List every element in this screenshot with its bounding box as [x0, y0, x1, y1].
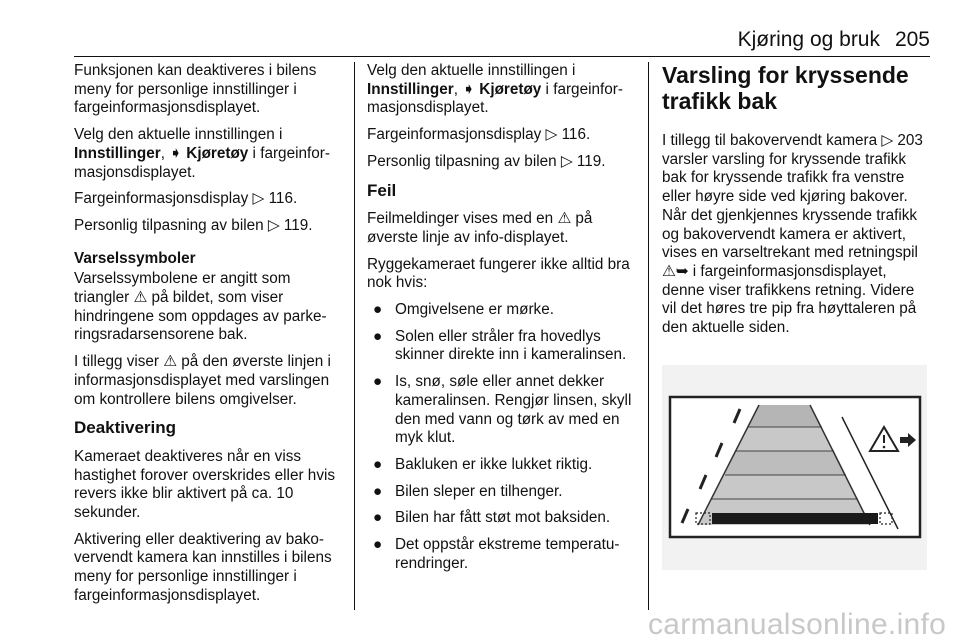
bullet-icon: ●	[373, 301, 383, 319]
list-item-text: Det oppstår ekstreme temperaturendringer.	[395, 536, 620, 572]
list-item	[367, 509, 637, 528]
text: i fargeinformasjonsdisplayet, denne viser trafikkens retning. Videre vil det høres tre pip fra høyttaleren på den aktuelle siden.	[662, 262, 917, 337]
text: Fargeinformasjonsdisplay	[367, 126, 542, 144]
page-ref-icon: ▷	[545, 126, 558, 144]
page-number: 205	[894, 28, 930, 51]
column-divider	[648, 62, 649, 610]
paragraph: Velg den aktuelle innstillingen i Innstillinger, ➧ Kjøretøy i fargeinformasjonsdisplayet.	[367, 62, 623, 117]
list-item-text: Bilen sleper en tilhenger.	[395, 482, 563, 500]
page-ref-icon: ▷	[252, 190, 265, 208]
camera-display-graphic	[662, 365, 927, 570]
column-divider	[354, 62, 355, 610]
page-ref: 116.	[561, 126, 591, 144]
text: i fargeinformasjonsdisplayet.	[74, 144, 330, 181]
text: Feilmeldinger vises med en	[367, 210, 554, 228]
paragraph	[662, 132, 932, 338]
list-item	[367, 301, 637, 320]
page-ref-icon: ▷	[560, 152, 573, 170]
paragraph: Ryggekameraet fungerer ikke alltid bra nok hvis:	[367, 255, 630, 292]
bullet-list	[367, 301, 637, 573]
text: I tillegg til bakovervendt kamera	[662, 132, 878, 149]
paragraph: Velg den aktuelle innstillingen i Innstillinger, ➧ Kjøretøy i fargeinformasjonsdisplayet.	[74, 126, 330, 181]
page-ref: 119.	[283, 216, 313, 234]
bullet-icon: ●	[373, 482, 383, 500]
list-item-text: Bilen har fått støt mot baksiden.	[395, 509, 611, 527]
text: på den øverste linjen i informasjonsdisplayet med varslingen om kontrollere bilens omgivelser.	[74, 353, 331, 408]
column-1	[74, 62, 344, 614]
paragraph	[367, 153, 637, 172]
list-item	[367, 328, 637, 365]
paragraph: Kameraet deaktiveres når en viss hastighet forover overskrides eller hvis revers ikke blir aktivert på ca. 10 sekunder.	[74, 447, 336, 522]
text: Velg den aktuelle innstillingen i	[367, 62, 576, 79]
text: i fargeinformasjonsdisplayet.	[367, 80, 623, 117]
section-heading: Feil	[367, 180, 397, 200]
list-item-text: Bakluken er ikke lukket riktig.	[395, 455, 593, 473]
text: på øverste linje av info-displayet.	[367, 210, 593, 246]
paragraph: Funksjonen kan deaktiveres i bilens meny for personlige innstillinger i fargeinformasjonsdisplayet.	[74, 62, 317, 117]
menu-path-vehicle: Kjøretøy	[186, 144, 249, 162]
paragraph	[74, 217, 344, 236]
menu-path-vehicle: Kjøretøy	[479, 80, 542, 98]
list-item	[367, 456, 637, 475]
subheading: Varselssymboler	[74, 249, 196, 267]
bullet-icon: ●	[373, 536, 383, 554]
paragraph	[74, 270, 344, 345]
list-item-text: Omgivelsene er mørke.	[395, 301, 554, 319]
menu-path-settings: Innstillinger	[367, 80, 454, 98]
warning-triangle-icon: ⚠	[557, 210, 572, 228]
page-ref-icon: ▷	[267, 216, 280, 234]
paragraph	[74, 353, 344, 409]
section-heading: Deaktivering	[74, 418, 177, 438]
paragraph	[74, 190, 344, 209]
header-title: Kjøring og bruk	[737, 28, 880, 51]
text: varsler varsling for kryssende trafikk bak for kryssende trafikk fra venstre eller høyre side ved kjøring bakover. Når det gjenkjennes kryssende trafikk og bakovervendt kamera er aktivert, vises en varseltrekant med retningspil	[662, 150, 918, 262]
column-2	[367, 62, 637, 581]
list-item	[367, 536, 637, 573]
warning-triangle-icon: ⚠	[133, 289, 148, 307]
paragraph	[367, 210, 637, 247]
text: Fargeinformasjonsdisplay	[74, 190, 249, 208]
watermark: carmanualsonline.info	[648, 608, 947, 641]
column-3	[662, 62, 932, 346]
menu-path-settings: Innstillinger	[74, 144, 161, 162]
text: I tillegg viser	[74, 353, 160, 371]
section-title: Varsling for kryssende trafikk bak	[662, 62, 909, 114]
list-item-text: Solen eller stråler fra hovedlys skinner direkte inn i kameralinsen.	[395, 327, 627, 364]
bullet-icon: ●	[373, 455, 383, 473]
paragraph	[367, 126, 637, 145]
list-item-text: Is, snø, søle eller annet dekker kameralinsen. Rengjør linsen, skyll den med vann og tørk av med en myk klut.	[395, 373, 632, 447]
chevron-right-icon: ➧	[462, 80, 476, 98]
text: Velg den aktuelle innstillingen i	[74, 126, 283, 144]
text: Personlig tilpasning av bilen	[367, 152, 557, 170]
warning-triangle-icon: ⚠	[163, 353, 177, 371]
bullet-icon: ●	[373, 327, 383, 345]
header-rule	[74, 56, 930, 57]
text: Personlig tilpasning av bilen	[74, 216, 264, 234]
text: Varselssymbolene er angitt som triangler	[74, 270, 291, 307]
page-ref: 203	[897, 132, 923, 149]
bullet-icon: ●	[373, 509, 383, 527]
list-item	[367, 373, 637, 448]
text: på bildet, som viser hindringene som oppdages av parkeringsradarsensorene bak.	[74, 289, 327, 344]
rear-camera-illustration	[662, 365, 927, 570]
page-ref-icon: ▷	[881, 132, 894, 149]
chevron-right-icon: ➧	[169, 144, 183, 162]
paragraph: Aktivering eller deaktivering av bakovervendt kamera kan innstilles i bilens meny for personlige innstillinger i fargeinformasjonsdisplayet.	[74, 530, 332, 604]
bullet-icon: ●	[373, 373, 383, 391]
list-item	[367, 483, 637, 502]
warning-arrow-icon: ⚠➥	[662, 262, 689, 280]
page-ref: 119.	[576, 152, 606, 170]
page-header	[0, 0, 960, 58]
page-ref: 116.	[268, 190, 298, 208]
